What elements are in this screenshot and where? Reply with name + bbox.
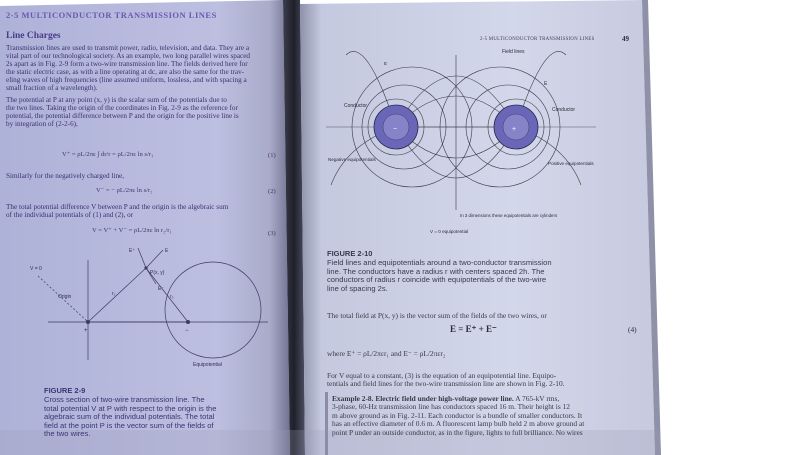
label-e: E xyxy=(165,248,169,254)
section-heading: Line Charges xyxy=(6,31,61,41)
left-paragraph-1 xyxy=(6,44,250,92)
caption-line: field at the point P is the vector sum of the fields of xyxy=(44,420,214,430)
example-line: m above ground as in Fig. 2-11. Each conductor is a bundle of smaller conductors. It xyxy=(332,410,583,420)
caption-line: Field lines and equipotentials around a two-conductor transmission xyxy=(327,258,552,267)
caption-line: line of spacing 2s. xyxy=(327,283,388,293)
label-v0: V = 0 xyxy=(30,266,42,272)
v-constant-paragraph xyxy=(327,372,564,389)
equation-3: V = V⁺ + V⁻ = ρL/2πε ln r₂/r₁ xyxy=(92,227,172,234)
label-e-minus: E⁻ xyxy=(158,286,164,292)
caption-line: line. The conductors have a radius r with centers spaced 2h. The xyxy=(327,266,545,276)
label-minus: − xyxy=(393,126,398,133)
left-running-head: 2-5 MULTICONDUCTOR TRANSMISSION LINES xyxy=(6,10,217,20)
label-origin: Origin xyxy=(58,294,72,300)
figure-2-9-title: FIGURE 2-9 xyxy=(44,386,86,395)
text-line: potential, the potential difference between P and the origin for the positive line is xyxy=(6,112,239,120)
text-line: The potential at P at any point (x, y) is the scalar sum of the potentials due to xyxy=(6,96,227,104)
equation-2: V⁻ = − ρL/2πε ln s/r₂ xyxy=(96,187,153,194)
label-positive-equipotentials: Positive equipotentials xyxy=(548,161,594,166)
label-v0-equipotential: V = 0 equipotential xyxy=(430,229,469,234)
equation-4-number: (4) xyxy=(628,325,637,334)
label-minus: − xyxy=(185,328,189,334)
caption-line: total potential V at P with respect to the origin is the xyxy=(44,403,217,413)
figure-2-9-diagram xyxy=(28,240,278,380)
text-line: For V equal to a constant, (3) is the equation of an equipotential line. Equipo- xyxy=(327,371,557,380)
similarly-line: Similarly for the negatively charged line, xyxy=(6,172,125,180)
text-line: small fraction of a wavelength). xyxy=(6,84,98,92)
example-line: point P under an outside conductor, as in the figure, lights to full brilliance. No wires xyxy=(332,427,583,437)
text-line: Transmission lines are used to transmit power, radio, television, and data. They are a xyxy=(6,44,250,52)
label-conductor-left: Conductor xyxy=(344,103,368,109)
right-running-head: 2-5 MULTICONDUCTOR TRANSMISSION LINES xyxy=(480,37,595,42)
point-p xyxy=(144,266,147,269)
total-field-text: The total field at P(x, y) is the vector sum of the fields of the two wires, or xyxy=(327,311,547,320)
label-equipotential: Equipotential xyxy=(193,362,222,368)
caption-line: algebraic sum of the individual potentials. The total xyxy=(44,412,215,422)
label-e-plus: E⁺ xyxy=(129,248,135,254)
equation-4: E = E⁺ + E⁻ xyxy=(450,324,497,334)
label-3d-note: In 3 dimensions these equipotentials are cylinders xyxy=(460,213,558,218)
e-plus-vector xyxy=(138,248,146,268)
example-line: A 765-kV rms, xyxy=(515,394,560,403)
text-line: vital part of our technological society. As an example, two long parallel wires spaced xyxy=(6,52,251,60)
label-r1: r₁ xyxy=(112,291,116,297)
equation-1-number: (1) xyxy=(268,152,276,159)
text-line: the static electric case, as with a line operating at dc, are also the same for the trav- xyxy=(6,68,245,76)
text-line: the two lines. Taking the origin of the coordinates in Fig. 2-9 as the reference for xyxy=(6,104,238,112)
figure-2-9-caption xyxy=(44,396,217,439)
caption-line: Cross section of two-wire transmission line. The xyxy=(44,395,205,404)
text-line: by integration of (2-2-6), xyxy=(6,120,78,128)
text-line: of the individual potentials of (1) and (2), or xyxy=(6,211,134,219)
equation-2-number: (2) xyxy=(268,188,276,195)
text-line: 2s apart as in Fig. 2-9 form a two-wire transmission line. The fields derived here for xyxy=(6,60,248,68)
label-conductor-right: Conductor xyxy=(552,107,576,113)
example-title: Example 2-8. Electric field under high-voltage power line. xyxy=(332,394,514,403)
figure-2-10-caption xyxy=(327,259,552,293)
caption-line: conductors of radius r coincide with equipotentials of the two-wire xyxy=(327,275,547,285)
label-field-lines: Field lines xyxy=(502,49,525,55)
example-line: has an effective diameter of 0.6 m. A fluorescent lamp bulb held 2 m above ground at xyxy=(332,419,585,429)
example-line: 3-phase, 60-Hz transmission line has conductors spaced 16 m. Their height is 12 xyxy=(332,402,570,412)
page-number: 49 xyxy=(622,35,629,43)
label-plus: + xyxy=(84,328,88,334)
label-e-right: E xyxy=(544,81,548,87)
positive-wire xyxy=(86,320,90,324)
example-rule xyxy=(325,392,328,455)
text-line: eling waves of high frequencies (line assumed uniform, lossless, and with spacing a xyxy=(6,76,247,84)
equipotential-circle xyxy=(165,262,261,358)
equation-3-number: (3) xyxy=(268,230,276,237)
negative-wire xyxy=(186,320,190,324)
label-e-left: E xyxy=(384,61,388,66)
e-vector xyxy=(146,250,163,268)
figure-2-10-diagram xyxy=(326,45,626,245)
left-paragraph-2 xyxy=(6,96,239,128)
equation-1: V⁺ = ρL/2πε ∫ dr/r = ρL/2πε ln s/r₁ xyxy=(62,151,154,158)
text-line: The total potential difference V between P and the origin is the algebraic sum xyxy=(6,203,229,211)
label-r2: r₂ xyxy=(170,294,174,300)
line-r2 xyxy=(146,268,188,322)
left-paragraph-3 xyxy=(6,203,228,219)
label-negative-equipotentials: Negative equipotentials xyxy=(328,157,376,162)
example-2-8 xyxy=(332,395,584,437)
caption-line: the two wires. xyxy=(44,429,91,439)
where-line: where E⁺ = ρL/2πεr₁ and E⁻ = ρL/2πεr₂ xyxy=(327,349,446,358)
label-plus: + xyxy=(512,126,517,133)
line-r1 xyxy=(88,268,146,322)
text-line: tentials and field lines for the two-wire transmission line are shown in Fig. 2-10. xyxy=(327,379,565,389)
label-p: P(x, y) xyxy=(150,270,165,276)
figure-2-10-title: FIGURE 2-10 xyxy=(327,249,373,258)
